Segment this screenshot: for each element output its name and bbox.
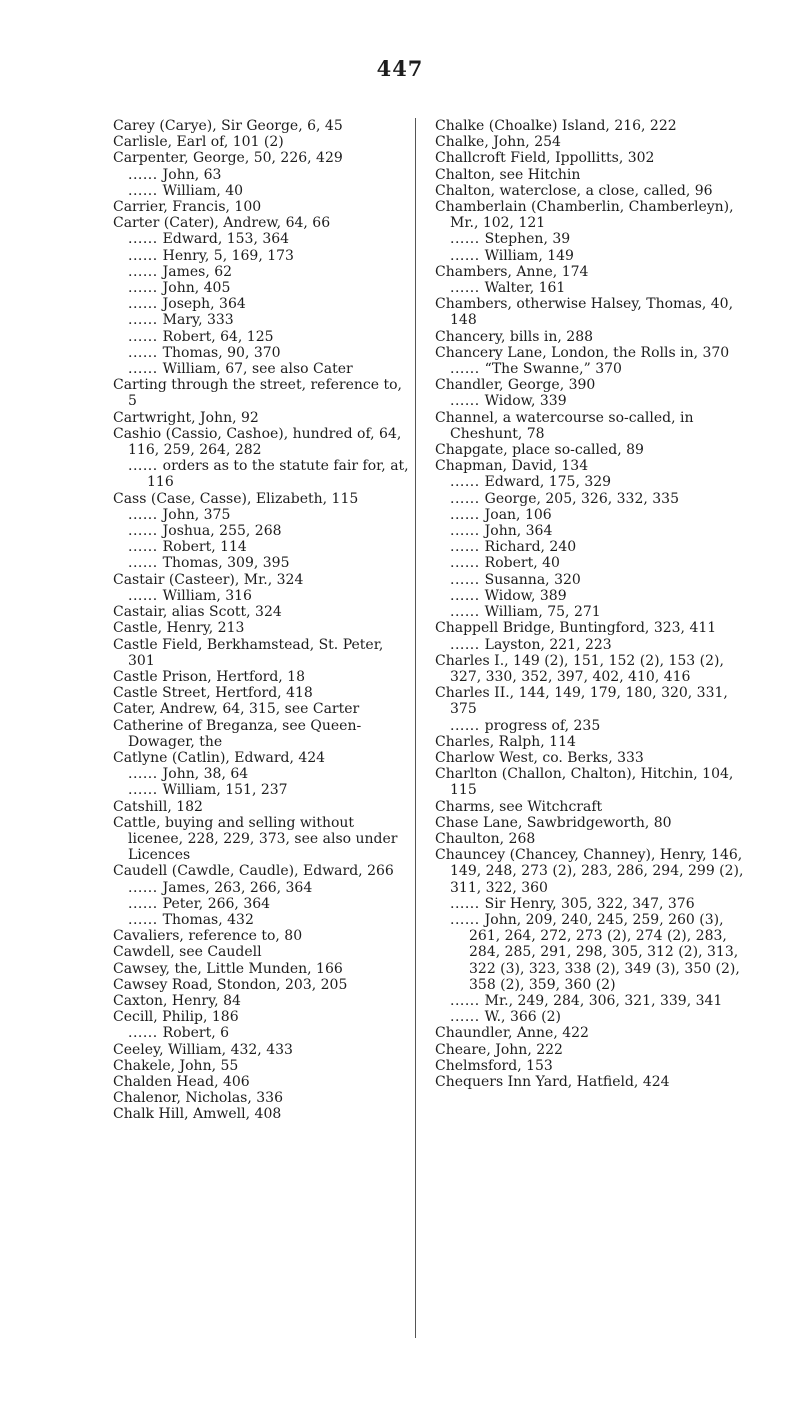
- index-subentry: ...... Thomas, 432: [113, 912, 413, 928]
- index-entry: Cheare, John, 222: [435, 1041, 563, 1058]
- index-entry: Charms, see Witchcraft: [435, 798, 603, 815]
- index-subentry: ...... Robert, 114: [113, 539, 413, 555]
- index-subentry: ...... Widow, 389: [435, 588, 745, 604]
- index-entry: Castle Street, Hertford, 418: [113, 685, 313, 702]
- index-subentry: ...... “The Swanne,” 370: [435, 361, 745, 377]
- index-entry: Chelmsford, 153: [435, 1057, 553, 1074]
- index-entry: Cass (Case, Casse), Elizabeth, 115: [113, 490, 359, 507]
- index-entry: Chancery, bills in, 288: [435, 328, 594, 345]
- index-subentry: ...... James, 263, 266, 364: [113, 880, 413, 896]
- index-entry: Chandler, George, 390: [435, 377, 596, 394]
- index-entry: Channel, a watercourse so-called, in Cheshunt, 78: [435, 409, 694, 442]
- index-entry: Catlyne (Catlin), Edward, 424: [113, 749, 326, 766]
- index-entry: Chancery Lane, London, the Rolls in, 370: [435, 344, 730, 361]
- index-column-right: [435, 118, 745, 1090]
- index-subentry: ...... William, 316: [113, 588, 413, 604]
- index-entry: Chalke (Choalke) Island, 216, 222: [435, 118, 677, 134]
- index-subentry: ...... William, 75, 271: [435, 604, 745, 620]
- index-subentry: ...... William, 149: [435, 248, 745, 264]
- index-entry: Cawdell, see Caudell: [113, 944, 262, 961]
- index-entry: Caxton, Henry, 84: [113, 992, 241, 1009]
- index-entry: Chapman, David, 134: [435, 458, 589, 475]
- index-entry: Chamberlain (Chamberlin, Chamberleyn), Mr., 102, 121: [435, 199, 734, 232]
- index-entry: Cattle, buying and selling without licenee, 228, 229, 373, see also under Licences: [113, 814, 398, 864]
- index-subentry: ...... William, 67, see also Cater: [113, 361, 413, 377]
- index-entry: Castair, alias Scott, 324: [113, 604, 282, 621]
- index-entry: Chambers, otherwise Halsey, Thomas, 40, 148: [435, 296, 734, 329]
- index-entry: Catherine of Breganza, see Queen-Dowager, the: [113, 717, 362, 750]
- index-entry: Castle Field, Berkhamstead, St. Peter, 301: [113, 636, 384, 669]
- index-subentry: ...... Henry, 5, 169, 173: [113, 248, 413, 264]
- index-subentry: ...... Joan, 106: [435, 507, 745, 523]
- index-entry: Carey (Carye), Sir George, 6, 45: [113, 118, 343, 134]
- index-entry: Cashio (Cassio, Cashoe), hundred of, 64, 116, 259, 264, 282: [113, 425, 402, 459]
- index-subentry: ...... W., 366 (2): [435, 1009, 745, 1025]
- index-subentry: ...... Robert, 40: [435, 555, 745, 571]
- index-subentry: ...... George, 205, 326, 332, 335: [435, 491, 745, 507]
- index-subentry: ...... Robert, 6: [113, 1025, 413, 1041]
- index-entry: Carpenter, George, 50, 226, 429: [113, 150, 343, 167]
- index-subentry: ...... Thomas, 309, 395: [113, 555, 413, 571]
- index-subentry: ...... John, 375: [113, 507, 413, 523]
- index-subentry: ...... Edward, 153, 364: [113, 231, 413, 247]
- index-entry: Charles II., 144, 149, 179, 180, 320, 331, 375: [435, 685, 728, 718]
- index-subentry: ...... Sir Henry, 305, 322, 347, 376: [435, 896, 745, 912]
- index-subentry: ...... John, 209, 240, 245, 259, 260 (3), 261, 264, 272, 273 (2), 274 (2), 283, 284, 285, 291, 298, 305, 312 (2), 313, 322 (3), 323, 338 (2), 349 (3), 350 (2), 358 (2), 359, 360 (2): [435, 912, 745, 993]
- index-subentry: ...... Stephen, 39: [435, 231, 745, 247]
- index-subentry: ...... John, 364: [435, 523, 745, 539]
- index-subentry: ...... Peter, 266, 364: [113, 896, 413, 912]
- index-subentry: ...... orders as to the statute fair for, at, 116: [113, 458, 413, 490]
- index-entry: Caudell (Cawdle, Caudle), Edward, 266: [113, 863, 394, 880]
- index-entry: Chaulton, 268: [435, 830, 536, 847]
- index-entry: Chalenor, Nicholas, 336: [113, 1090, 283, 1107]
- index-entry: Carlisle, Earl of, 101 (2): [113, 134, 284, 151]
- index-entry: Chappell Bridge, Buntingford, 323, 411: [435, 620, 717, 637]
- index-entry: Charlton (Challon, Chalton), Hitchin, 104, 115: [435, 766, 734, 799]
- index-subentry: ...... progress of, 235: [435, 718, 745, 734]
- index-entry: Cecill, Philip, 186: [113, 1009, 239, 1026]
- index-entry: Chalton, waterclose, a close, called, 96: [435, 182, 713, 199]
- index-subentry: ...... Walter, 161: [435, 280, 745, 296]
- index-entry: Castle Prison, Hertford, 18: [113, 668, 305, 685]
- index-entry: Chalk Hill, Amwell, 408: [113, 1106, 282, 1123]
- index-entry: Carrier, Francis, 100: [113, 199, 262, 216]
- index-entry: Chase Lane, Sawbridgeworth, 80: [435, 814, 672, 831]
- index-entry: Catshill, 182: [113, 798, 203, 815]
- index-entry: Chalton, see Hitchin: [435, 166, 581, 183]
- index-entry: Chapgate, place so-called, 89: [435, 442, 644, 459]
- column-divider: [415, 118, 416, 1338]
- index-subentry: ...... Mr., 249, 284, 306, 321, 339, 341: [435, 993, 745, 1009]
- index-entry: Challcroft Field, Ippollitts, 302: [435, 150, 655, 167]
- index-subentry: ...... Susanna, 320: [435, 572, 745, 588]
- index-subentry: ...... Joshua, 255, 268: [113, 523, 413, 539]
- index-subentry: ...... John, 38, 64: [113, 766, 413, 782]
- index-subentry: ...... Mary, 333: [113, 312, 413, 328]
- index-entry: Chalden Head, 406: [113, 1073, 250, 1090]
- index-entry: Chauncey (Chancey, Channey), Henry, 146, 149, 248, 273 (2), 283, 286, 294, 299 (2), 311, 322, 360: [435, 847, 744, 896]
- page-number: 447: [376, 56, 424, 81]
- index-column-left: [113, 118, 413, 1123]
- index-subentry: ...... Layston, 221, 223: [435, 637, 745, 653]
- index-entry: Chakele, John, 55: [113, 1057, 239, 1074]
- index-subentry: ...... Joseph, 364: [113, 296, 413, 312]
- index-entry: Chalke, John, 254: [435, 134, 561, 151]
- index-subentry: ...... William, 151, 237: [113, 782, 413, 798]
- index-subentry: ...... John, 405: [113, 280, 413, 296]
- index-entry: Cawsey, the, Little Munden, 166: [113, 960, 343, 977]
- index-entry: Cartwright, John, 92: [113, 409, 259, 426]
- index-entry: Chambers, Anne, 174: [435, 263, 589, 280]
- index-entry: Carting through the street, reference to, 5: [113, 377, 402, 410]
- index-subentry: ...... Thomas, 90, 370: [113, 345, 413, 361]
- index-subentry: ...... Edward, 175, 329: [435, 474, 745, 490]
- index-entry: Chequers Inn Yard, Hatfield, 424: [435, 1073, 670, 1090]
- index-entry: Ceeley, William, 432, 433: [113, 1041, 293, 1058]
- index-entry: Charlow West, co. Berks, 333: [435, 749, 644, 766]
- index-subentry: ...... John, 63: [113, 167, 413, 183]
- index-entry: Charles, Ralph, 114: [435, 733, 576, 750]
- index-entry: Cavaliers, reference to, 80: [113, 928, 303, 945]
- index-entry: Cater, Andrew, 64, 315, see Carter: [113, 701, 360, 718]
- index-entry: Castair (Casteer), Mr., 324: [113, 571, 304, 588]
- index-entry: Castle, Henry, 213: [113, 620, 245, 637]
- index-subentry: ...... James, 62: [113, 264, 413, 280]
- index-subentry: ...... Richard, 240: [435, 539, 745, 555]
- index-subentry: ...... Robert, 64, 125: [113, 329, 413, 345]
- index-entry: Cawsey Road, Stondon, 203, 205: [113, 976, 348, 993]
- index-entry: Carter (Cater), Andrew, 64, 66: [113, 215, 331, 232]
- index-subentry: ...... Widow, 339: [435, 393, 745, 409]
- index-entry: Charles I., 149 (2), 151, 152 (2), 153 (2), 327, 330, 352, 397, 402, 410, 416: [435, 652, 724, 685]
- index-entry: Chaundler, Anne, 422: [435, 1025, 589, 1042]
- index-subentry: ...... William, 40: [113, 183, 413, 199]
